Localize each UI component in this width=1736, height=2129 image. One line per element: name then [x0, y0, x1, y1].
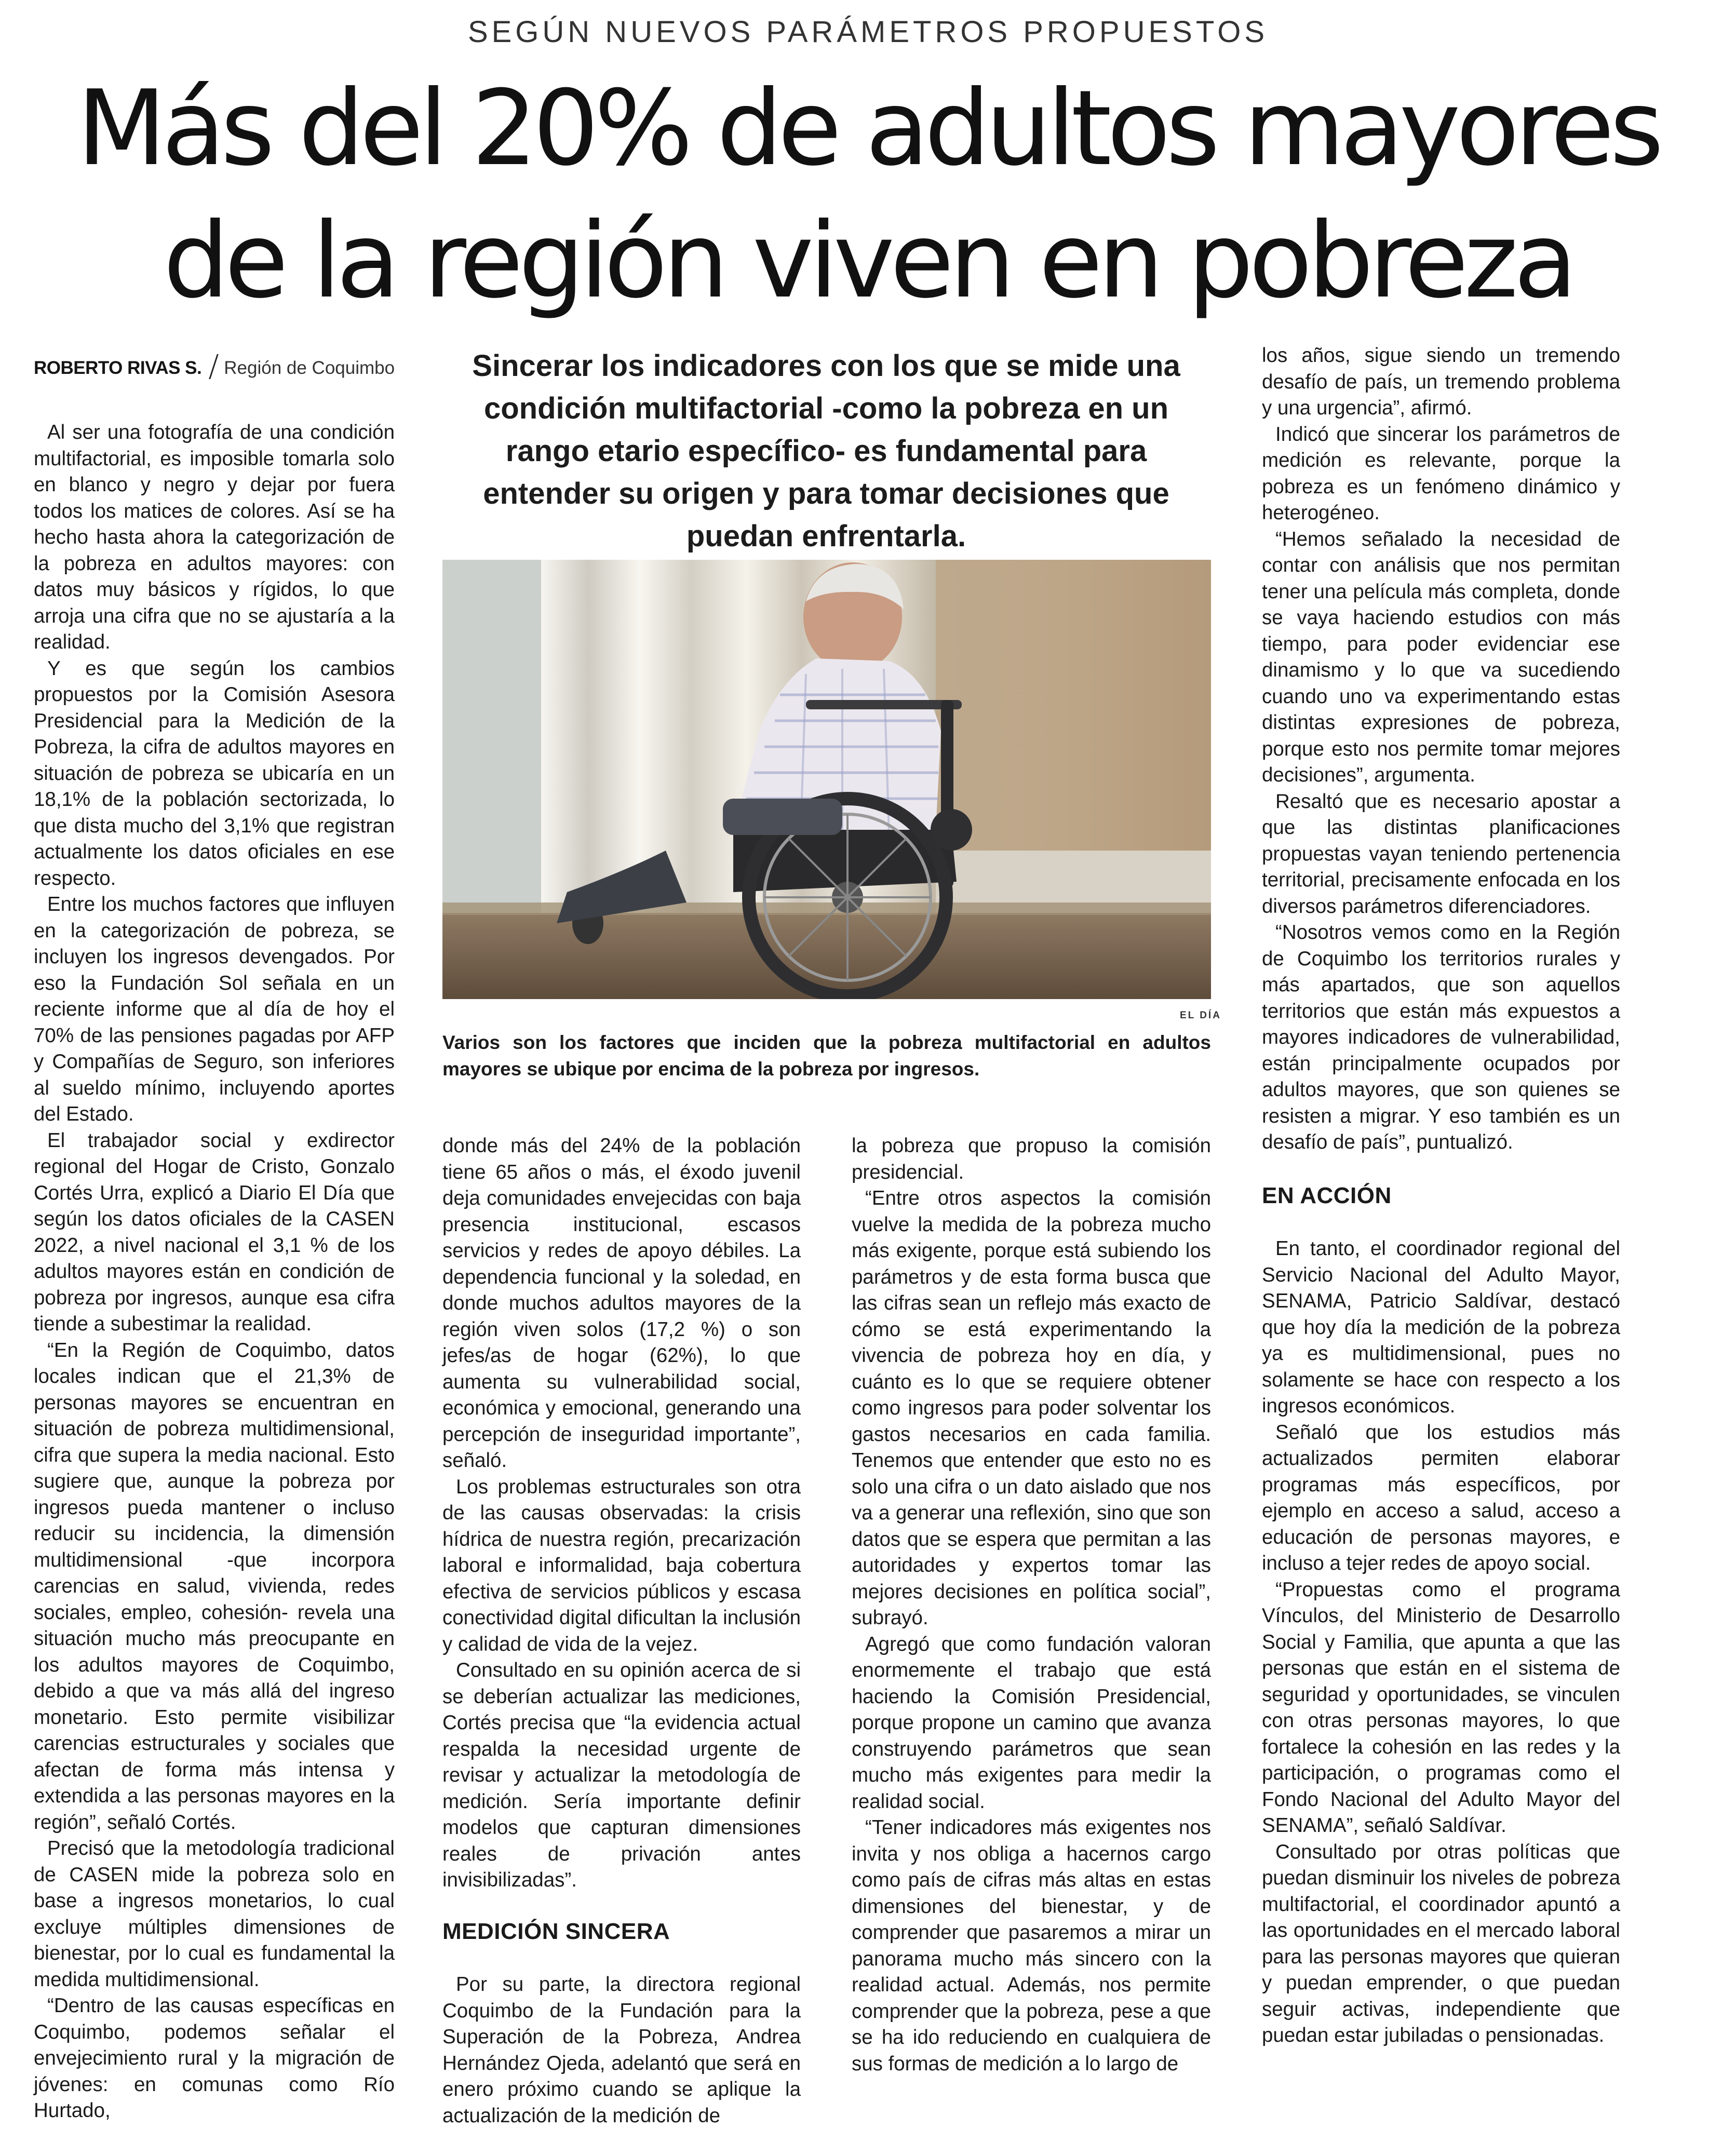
paragraph: donde más del 24% de la población tiene 65 años o más, el éxodo juvenil deja comunidades envejecidas con baja presencia institucional, escasos servicios y redes de apoyo débiles. La dependencia funcional y la soledad, en donde muchos adultos mayores de la región viven solos (17,2 %) o son jefes/as de hogar (62%), lo que aumenta su vulnerabilidad social, económica y emocional, generando una percepción de inseguridad importante”, señaló. — [442, 1135, 801, 1472]
article-column-1 — [34, 420, 395, 2124]
paragraph: la pobreza que propuso la comisión presidencial. — [852, 1135, 1211, 1183]
subhead-en-accion: EN ACCIÓN — [1262, 1182, 1392, 1208]
paragraph: Consultado en su opinión acerca de si se deberían actualizar las mediciones, Cortés precisa que “la evidencia actual respalda la necesidad urgente de revisar y actualizar la metodología de medición. Sería importante definir modelos que capturan dimensiones reales de privación antes invisibilizadas”. — [442, 1659, 801, 1891]
paragraph: Señaló que los estudios más actualizados permiten elaborar programas más específicos, por ejemplo en acceso a salud, acceso a educación de personas mayores, e incluso a tejer redes de apoyo social. — [1262, 1421, 1620, 1574]
standfirst: Sincerar los indicadores con los que se mide una condición multifactorial -como la pobreza en un rango etario específico- es fundamental para entender su origen y para tomar decisiones que puedan enfrentarla. — [472, 349, 1180, 553]
byline — [34, 354, 395, 379]
headline-line-2: de la región viven en pobreza — [163, 200, 1573, 321]
article-column-3 — [852, 1133, 1211, 2077]
paragraph: los años, sigue siendo un tremendo desafío de país, un tremendo problema y una urgencia”, afirmó. — [1262, 344, 1620, 419]
byline-divider — [209, 354, 219, 379]
photo-credit: EL DÍA — [1180, 1010, 1221, 1021]
photo-illustration — [442, 560, 1211, 999]
article-column-2 — [442, 1133, 801, 2129]
paragraph: “Propuestas como el programa Vínculos, del Ministerio de Desarrollo Social y Familia, que apunta a que las personas que están en el sistema de seguridad y oportunidades, se vinculen con otras personas mayores, lo que fortalece la cohesión en las redes y la participación, o programas como el Fondo Nacional del Adulto Mayor del SENAMA”, señaló Saldívar. — [1262, 1578, 1620, 1837]
paragraph: “Entre otros aspectos la comisión vuelve la medida de la pobreza mucho más exigente, porque está subiendo los parámetros y de esta forma busca que las cifras sean un reflejo más exacto de cómo se está experimentando la vivencia de pobreza hoy en día, y cuánto es lo que se requiere obtener como ingresos para poder solventar los gastos necesarios en cada familia. Tenemos que entender que esto no es solo una cifra o un dato aislado que nos va a generar una reflexión, sino que son datos que se espera que permitan a las autoridades y expertos tomar las mejores decisiones en política social”, subrayó. — [852, 1187, 1211, 1629]
paragraph: “Hemos señalado la necesidad de contar con análisis que nos permitan tener una película más completa, donde se vaya haciendo estudios con más tiempo, para poder evidenciar ese dinamismo y lo que va sucediendo cuando uno va experimentando estas distintas expresiones de pobreza, porque esto nos permite tomar mejores decisiones”, argumenta. — [1262, 528, 1620, 786]
paragraph: Agregó que como fundación valoran enormemente el trabajo que está haciendo la Comisión Presidencial, porque propone un camino que avanza construyendo parámetros que sean mucho más exigentes para medir la realidad social. — [852, 1633, 1211, 1813]
kicker: SEGÚN NUEVOS PARÁMETROS PROPUESTOS — [467, 15, 1269, 49]
paragraph: Y es que según los cambios propuestos por la Comisión Asesora Presidencial para la Medición de la Pobreza, la cifra de adultos mayores en situación de pobreza se ubicaría en un 18,1% de la población sectorizada, lo que dista mucho del 3,1% que registran actualmente los datos oficiales en ese respecto. — [34, 657, 395, 890]
paragraph: El trabajador social y exdirector regional del Hogar de Cristo, Gonzalo Cortés Urra, explicó a Diario El Día que según los datos oficiales de la CASEN 2022, a nivel nacional el 3,1 % de los adultos mayores están en condición de pobreza por ingresos, aunque esa cifra tiende a subestimar la realidad. — [34, 1129, 395, 1335]
photo-caption: Varios son los factores que inciden que la pobreza multifactorial en adultos mayores se ubique por encima de la pobreza por ingresos. — [442, 1032, 1211, 1080]
paragraph: Entre los muchos factores que influyen en la categorización de pobreza, se incluyen los ingresos devengados. Por eso la Fundación Sol señala en un reciente informe que al día de hoy el 70% de las pensiones pagadas por AFP y Compañías de Seguro, son inferiores al sueldo mínimo, incluyendo aportes del Estado. — [34, 893, 395, 1125]
paragraph: “Nosotros vemos como en la Región de Coquimbo los territorios rurales y más apartados, que son aquellos territorios que están más expuestos a mayores indicadores de vulnerabilidad, están principalmente ocupados por adultos mayores, que son quienes se resisten a migrar. Y eso también es un desafío de país”, puntualizó. — [1262, 921, 1620, 1153]
article-column-4 — [1262, 343, 1620, 2049]
paragraph: “Dentro de las causas específicas en Coquimbo, podemos señalar el envejecimiento rural y la migración de jóvenes: en comunas como Río Hurtado, — [34, 1995, 395, 2122]
subhead-medicion-sincera: MEDICIÓN SINCERA — [442, 1918, 670, 1944]
paragraph: Por su parte, la directora regional Coquimbo de la Fundación para la Superación de la Pobreza, Andrea Hernández Ojeda, adelantó que será en enero próximo cuando se aplique la actualización de la medición de — [442, 1973, 801, 2127]
paragraph: Resaltó que es necesario apostar a que las distintas planificaciones propuestas vayan teniendo pertenencia territorial, precisamente enfocada en los diversos parámetros diferenciadores. — [1262, 790, 1620, 918]
headline — [0, 62, 1736, 327]
byline-region: Región de Coquimbo — [224, 358, 395, 378]
paragraph: “En la Región de Coquimbo, datos locales indican que el 21,3% de personas mayores se encuentran en situación de pobreza multidimensional, cifra que supera la media nacional. Esto sugiere que, aunque la pobreza por ingresos pueda mantener o incluso reducir su incidencia, la dimensión multidimensional -que incorpora carencias en salud, vivienda, redes sociales, empleo, cohesión- revela una situación mucho más preocupante en los adultos mayores de Coquimbo, debido a que va más allá del ingreso monetario. Esto permite visibilizar carencias estructurales y sociales que afectan de forma más intensa y extendida a las personas mayores en la región”, señaló Cortés. — [34, 1339, 395, 1834]
paragraph: En tanto, el coordinador regional del Servicio Nacional del Adulto Mayor, SENAMA, Patricio Saldívar, destacó que hoy día la medición de la pobreza ya es multidimensional, pues no solamente se hace con respecto a los ingresos económicos. — [1262, 1237, 1620, 1417]
photo-elderly-man-wheelchair — [442, 560, 1211, 999]
paragraph: “Tener indicadores más exigentes nos invita y nos obliga a hacernos cargo como país de cifras más altas en estas dimensiones del bienestar, y de comprender que pasaremos a mirar un panorama mucho más sincero con la realidad actual. Además, nos permite comprender que la pobreza, pese a que se ha ido reduciendo en cualquiera de sus formas de medición a lo largo de — [852, 1816, 1211, 2075]
paragraph: Al ser una fotografía de una condición multifactorial, es imposible tomarla solo en blanco y negro y dejar por fuera todos los matices de colores. Así se ha hecho hasta ahora la categorización de la pobreza en adultos mayores: con datos muy básicos y rígidos, lo que arroja una cifra que no se ajustaría a la realidad. — [34, 421, 395, 653]
paragraph: Consultado por otras políticas que puedan disminuir los niveles de pobreza multifactorial, el coordinador apuntó a las oportunidades en el mercado laboral para las personas mayores que quieran y puedan emprender, o que puedan seguir activas, independiente que puedan estar jubiladas o pensionadas. — [1262, 1840, 1620, 2046]
paragraph: Precisó que la metodología tradicional de CASEN mide la pobreza solo en base a ingresos monetarios, lo cual excluye múltiples dimensiones de bienestar, por lo cual es fundamental la medida multidimensional. — [34, 1837, 395, 1991]
paragraph: Los problemas estructurales son otra de las causas observadas: la crisis hídrica de nuestra región, precarización laboral e informalidad, baja cobertura efectiva de servicios públicos y escasa conectividad digital dificultan la inclusión y calidad de vida de la vejez. — [442, 1475, 801, 1655]
byline-author: ROBERTO RIVAS S. — [34, 358, 202, 378]
headline-line-1: Más del 20% de adultos mayores — [76, 68, 1660, 189]
paragraph: Indicó que sincerar los parámetros de medición es relevante, porque la pobreza es un fenómeno dinámico y heterogéneo. — [1262, 423, 1620, 524]
